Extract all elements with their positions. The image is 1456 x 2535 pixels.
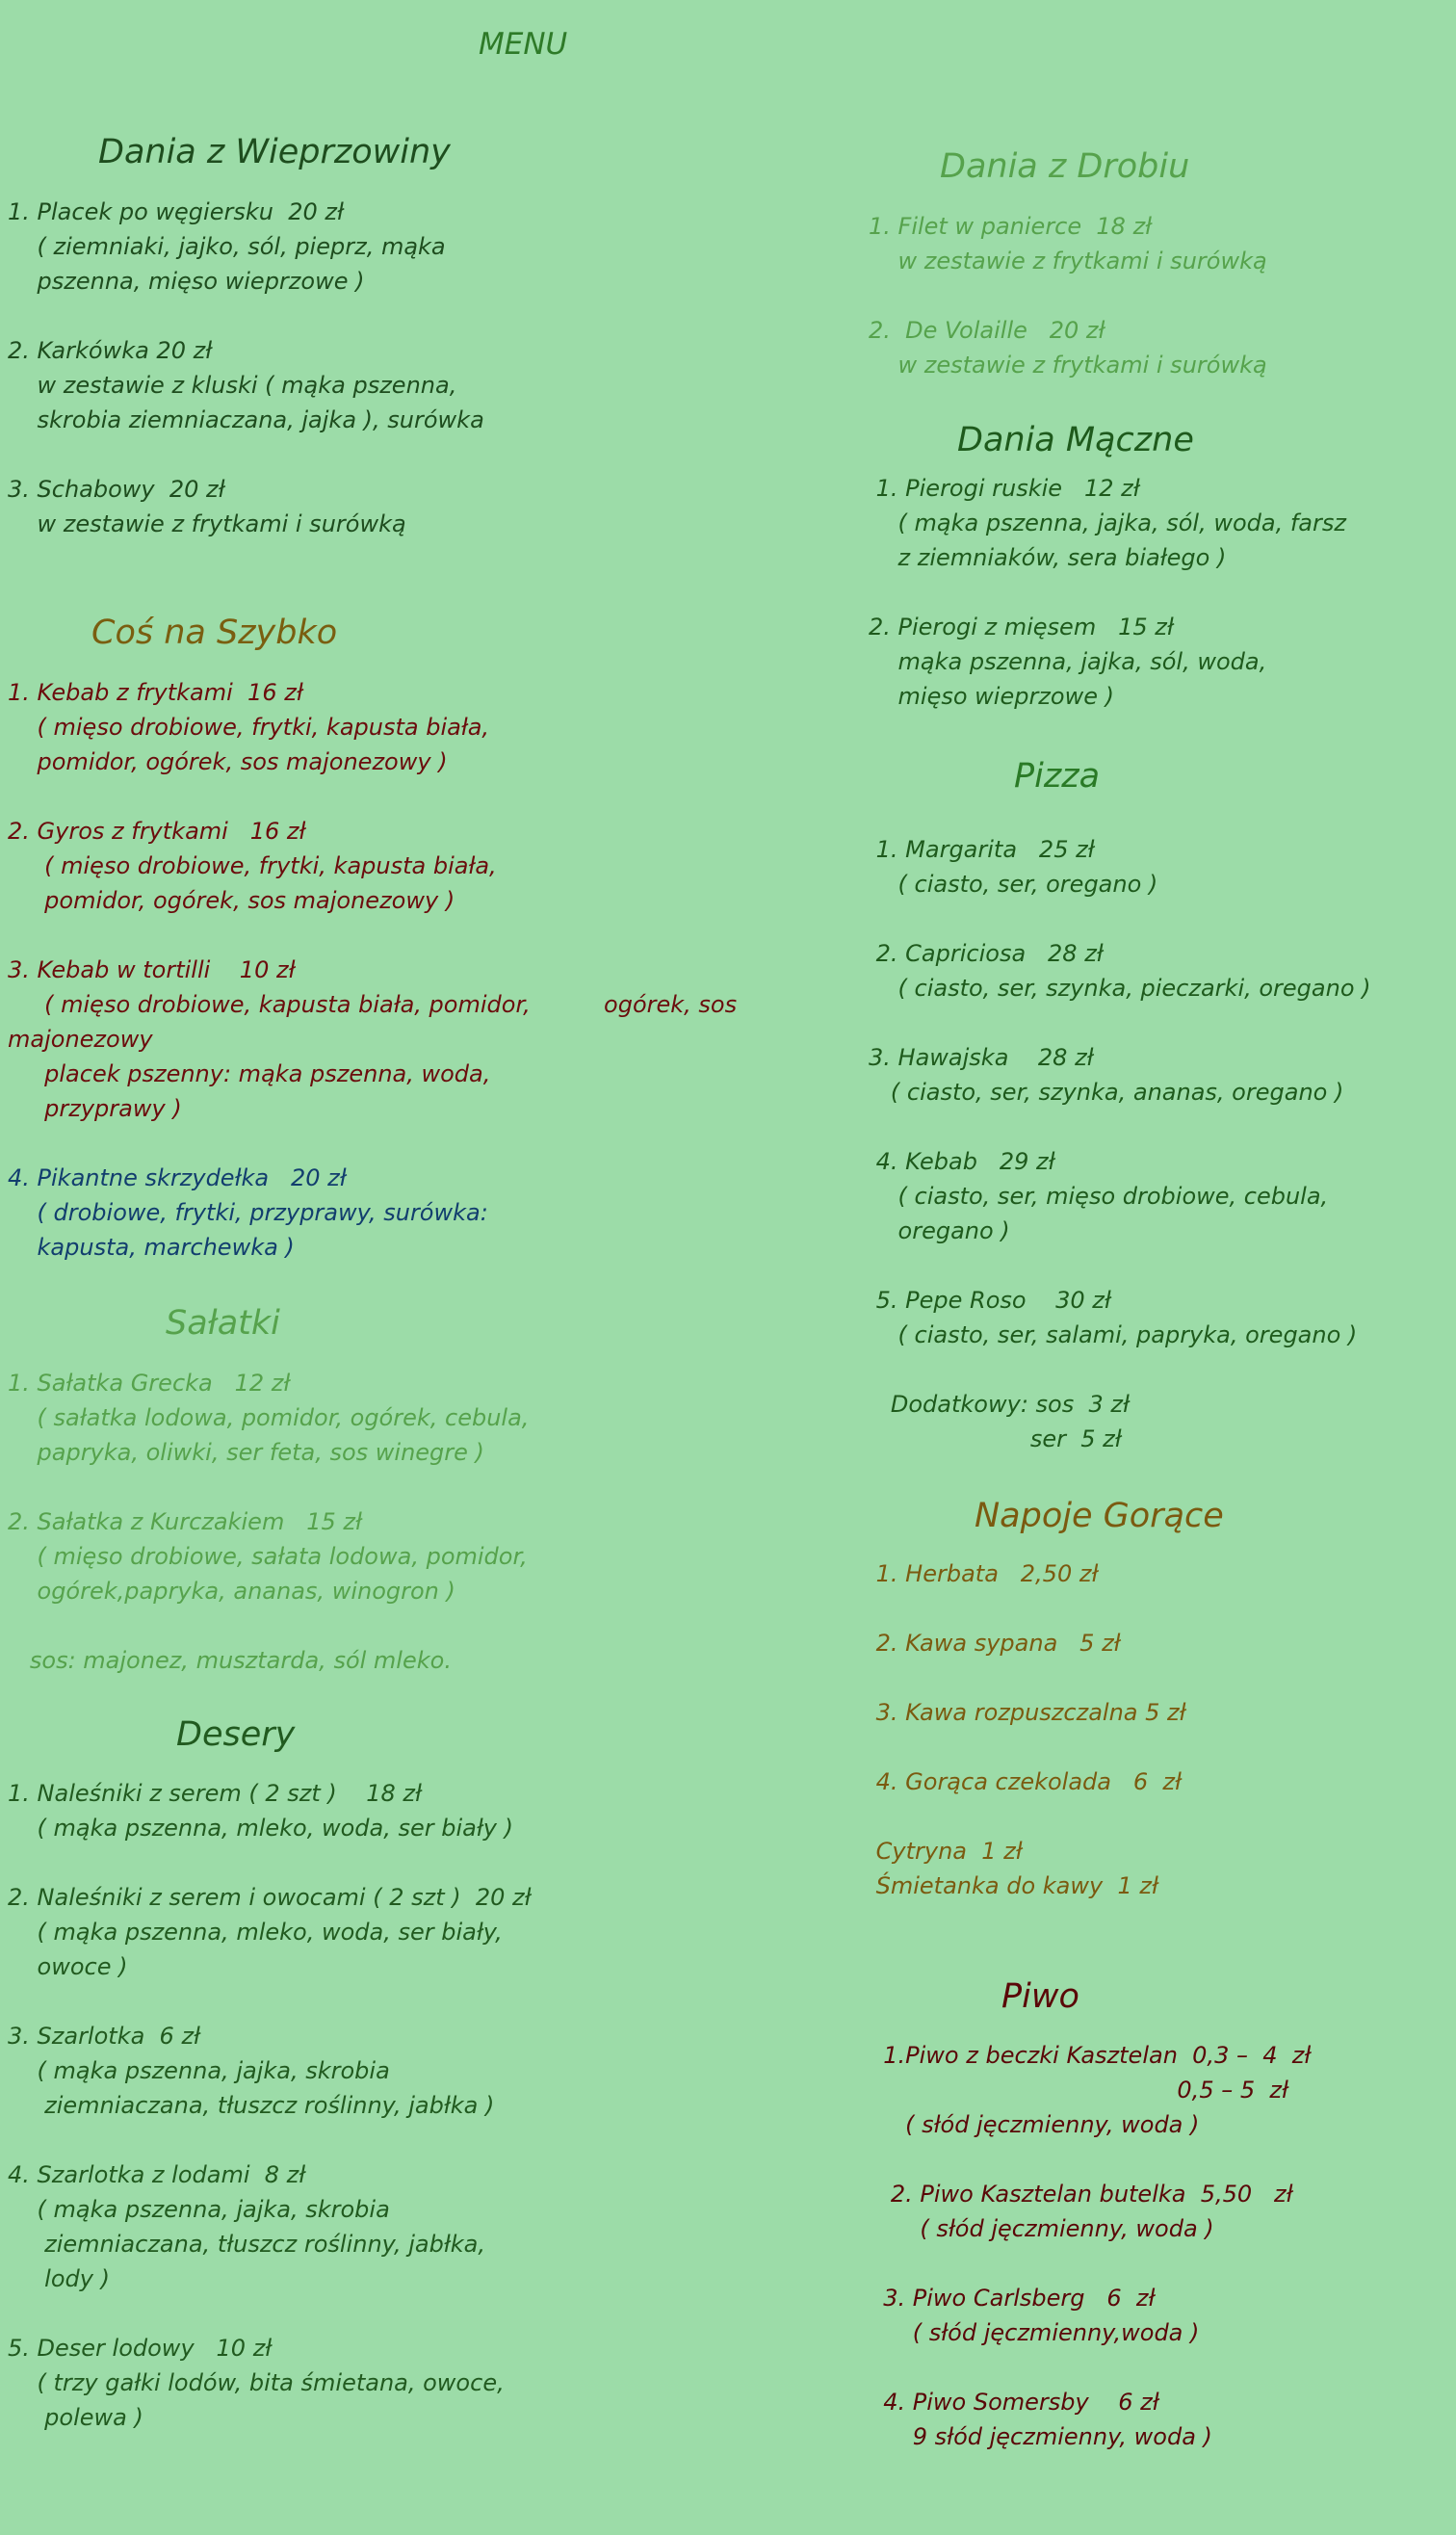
menu-line: ( ciasto, ser, mięso drobiowe, cebula, xyxy=(869,1183,1329,1210)
menu-line xyxy=(869,2246,1311,2281)
menu-line xyxy=(869,1248,1371,1283)
menu-line: 3. Schabowy 20 zł xyxy=(8,476,225,503)
menu-line: 4. Gorąca czekolada 6 zł xyxy=(869,1768,1182,1795)
menu-line: z ziemniaków, sera białego ) xyxy=(869,544,1227,571)
menu-line xyxy=(869,1799,1186,1834)
menu-line xyxy=(8,918,737,953)
menu-line: 3. Kawa rozpuszczalna 5 zł xyxy=(869,1699,1186,1726)
section-drob xyxy=(869,209,1267,382)
menu-line xyxy=(869,1730,1186,1764)
menu-line: w zestawie z frytkami i surówką xyxy=(8,510,406,537)
menu-line: 2. Pierogi z mięsem 15 zł xyxy=(869,614,1174,640)
menu-line xyxy=(8,437,484,472)
menu-line: kapusta, marchewka ) xyxy=(8,1234,295,1261)
section-heading-pizza: Pizza xyxy=(1014,757,1101,796)
menu-line: 2. De Volaille 20 zł xyxy=(869,317,1105,344)
menu-line xyxy=(8,1984,532,2019)
menu-line: oregano ) xyxy=(869,1217,1010,1244)
menu-line xyxy=(8,1845,532,1880)
menu-line: 1.Piwo z beczki Kasztelan 0,3 – 4 zł xyxy=(869,2042,1312,2069)
menu-line: ( mięso drobiowe, kapusta biała, pomidor, ogórek, sos xyxy=(8,991,738,1018)
menu-line: lody ) xyxy=(8,2265,110,2292)
menu-line: ziemniaczana, tłuszcz roślinny, jabłka ) xyxy=(8,2092,495,2119)
menu-line: w zestawie z frytkami i surówką xyxy=(869,352,1267,379)
menu-line xyxy=(8,1608,529,1643)
menu-line: ser 5 zł xyxy=(869,1425,1122,1452)
menu-line: 1. Naleśniki z serem ( 2 szt ) 18 zł xyxy=(8,1780,422,1807)
menu-line xyxy=(8,2296,532,2331)
section-heading-wieprzowina: Dania z Wieprzowiny xyxy=(98,133,451,171)
menu-line: ( ciasto, ser, szynka, pieczarki, oregano ) xyxy=(869,975,1371,1002)
menu-line: ( drobiowe, frytki, przyprawy, surówka: xyxy=(8,1199,488,1226)
section-heading-szybko: Coś na Szybko xyxy=(91,614,338,652)
menu-line: ( ziemniaki, jajko, sól, pieprz, mąka xyxy=(8,233,446,260)
menu-line xyxy=(8,779,737,814)
menu-line: papryka, oliwki, ser feta, sos winegre ) xyxy=(8,1439,484,1466)
section-salatki xyxy=(8,1366,529,1678)
menu-line: ( trzy gałki lodów, bita śmietana, owoce, xyxy=(8,2369,505,2396)
menu-line xyxy=(869,1591,1186,1626)
menu-line: owoce ) xyxy=(8,1953,128,1980)
menu-line xyxy=(8,2123,532,2157)
menu-line xyxy=(869,2142,1311,2177)
menu-line xyxy=(869,1352,1371,1387)
menu-line: ( ciasto, ser, szynka, ananas, oregano ) xyxy=(869,1079,1344,1106)
section-szybko-extra xyxy=(8,1161,488,1265)
menu-line: ( mąka pszenna, mleko, woda, ser biały ) xyxy=(8,1815,513,1842)
menu-line: 1. Placek po węgiersku 20 zł xyxy=(8,198,344,225)
section-szybko xyxy=(8,675,737,1126)
section-napoje xyxy=(869,1556,1186,1903)
menu-line: 2. Naleśniki z serem i owocami ( 2 szt ) 20 zł xyxy=(8,1884,532,1911)
menu-line: ( mąka pszenna, jajka, skrobia xyxy=(8,2057,390,2084)
menu-title: MENU xyxy=(479,27,568,62)
menu-line: 9 słód jęczmienny, woda ) xyxy=(869,2423,1212,2450)
menu-line: ( ciasto, ser, salami, papryka, oregano ) xyxy=(869,1321,1358,1348)
menu-line: ( mąka pszenna, mleko, woda, ser biały, xyxy=(8,1919,503,1946)
menu-line xyxy=(869,2350,1311,2385)
menu-line: placek pszenny: mąka pszenna, woda, xyxy=(8,1060,491,1087)
menu-line: w zestawie z kluski ( mąka pszenna, xyxy=(8,372,457,399)
menu-line: 4. Kebab 29 zł xyxy=(869,1148,1055,1175)
menu-line: ( mięso drobiowe, frytki, kapusta biała, xyxy=(8,852,497,879)
menu-line: Śmietanka do kawy 1 zł xyxy=(869,1872,1158,1899)
menu-line: ( słód jęczmienny, woda ) xyxy=(869,2111,1200,2138)
section-pizza xyxy=(869,832,1371,1456)
menu-line xyxy=(869,1660,1186,1695)
menu-line: 0,5 – 5 zł xyxy=(869,2077,1288,2104)
menu-line xyxy=(8,299,484,333)
menu-line: ( sałatka lodowa, pomidor, ogórek, cebula, xyxy=(8,1404,530,1431)
section-desery xyxy=(8,1776,532,2435)
section-heading-desery: Desery xyxy=(176,1715,296,1754)
menu-line: ( mięso drobiowe, frytki, kapusta biała, xyxy=(8,714,490,741)
menu-line: 4. Szarlotka z lodami 8 zł xyxy=(8,2161,306,2188)
section-heading-piwo: Piwo xyxy=(1001,1977,1079,2016)
menu-line: ( ciasto, ser, oregano ) xyxy=(869,871,1158,898)
section-wieprzowina xyxy=(8,195,484,541)
menu-line: 4. Pikantne skrzydełka 20 zł xyxy=(8,1164,347,1191)
menu-line: ( mięso drobiowe, sałata lodowa, pomidor, xyxy=(8,1543,528,1570)
menu-line: 1. Pierogi ruskie 12 zł xyxy=(869,475,1140,502)
menu-line: ogórek,papryka, ananas, winogron ) xyxy=(8,1578,455,1605)
section-heading-drob: Dania z Drobiu xyxy=(940,147,1190,186)
menu-line: pomidor, ogórek, sos majonezowy ) xyxy=(8,748,448,775)
menu-line: 3. Hawajska 28 zł xyxy=(869,1044,1094,1071)
menu-line: 3. Kebab w tortilli 10 zł xyxy=(8,956,296,983)
section-heading-maczne: Dania Mączne xyxy=(957,421,1194,459)
menu-line xyxy=(869,575,1346,610)
menu-line: 1. Sałatka Grecka 12 zł xyxy=(8,1370,291,1397)
menu-line: 2. Karkówka 20 zł xyxy=(8,337,213,364)
menu-line: ( słód jęczmienny,woda ) xyxy=(869,2319,1200,2346)
menu-line: 5. Deser lodowy 10 zł xyxy=(8,2335,273,2362)
menu-line: ( mąka pszenna, jajka, skrobia xyxy=(8,2196,390,2223)
menu-line: w zestawie z frytkami i surówką xyxy=(869,248,1267,274)
menu-line: ( słód jęczmienny, woda ) xyxy=(869,2215,1214,2242)
menu-line xyxy=(869,1006,1371,1040)
menu-line: 1. Herbata 2,50 zł xyxy=(869,1560,1099,1587)
menu-line xyxy=(869,278,1267,313)
menu-line: sos: majonez, musztarda, sól mleko. xyxy=(8,1647,452,1674)
menu-line: mąka pszenna, jajka, sól, woda, xyxy=(869,648,1267,675)
menu-line: 3. Piwo Carlsberg 6 zł xyxy=(869,2285,1156,2312)
menu-line: 4. Piwo Somersby 6 zł xyxy=(869,2389,1159,2416)
menu-line: pszenna, mięso wieprzowe ) xyxy=(8,268,365,295)
menu-line: Cytryna 1 zł xyxy=(869,1838,1023,1865)
menu-line: przyprawy ) xyxy=(8,1095,182,1122)
menu-line: skrobia ziemniaczana, jajka ), surówka xyxy=(8,406,484,433)
menu-line: ( mąka pszenna, jajka, sól, woda, farsz xyxy=(869,510,1346,536)
menu-line: 2. Piwo Kasztelan butelka 5,50 zł xyxy=(869,2181,1293,2208)
menu-line xyxy=(8,1470,529,1504)
menu-line: 5. Pepe Roso 30 zł xyxy=(869,1287,1111,1314)
section-heading-salatki: Sałatki xyxy=(166,1304,280,1343)
menu-line: 2. Capriciosa 28 zł xyxy=(869,940,1104,967)
section-piwo xyxy=(869,2038,1311,2454)
section-maczne xyxy=(869,471,1346,714)
menu-line: 1. Filet w panierce 18 zł xyxy=(869,213,1153,240)
menu-line: majonezowy xyxy=(8,1026,153,1053)
menu-line: Dodatkowy: sos 3 zł xyxy=(869,1391,1130,1418)
menu-line: 2. Kawa sypana 5 zł xyxy=(869,1630,1121,1657)
menu-line: mięso wieprzowe ) xyxy=(869,683,1114,710)
menu-line: 3. Szarlotka 6 zł xyxy=(8,2023,200,2050)
menu-line: 2. Gyros z frytkami 16 zł xyxy=(8,818,306,845)
menu-line xyxy=(869,1110,1371,1144)
section-heading-napoje: Napoje Gorące xyxy=(975,1497,1224,1535)
menu-line: pomidor, ogórek, sos majonezowy ) xyxy=(8,887,455,914)
menu-line: 2. Sałatka z Kurczakiem 15 zł xyxy=(8,1508,362,1535)
menu-line: ziemniaczana, tłuszcz roślinny, jabłka, xyxy=(8,2231,485,2258)
menu-line: 1. Kebab z frytkami 16 zł xyxy=(8,679,303,706)
menu-line: 1. Margarita 25 zł xyxy=(869,836,1095,863)
menu-line: polewa ) xyxy=(8,2404,143,2431)
menu-line xyxy=(869,902,1371,936)
